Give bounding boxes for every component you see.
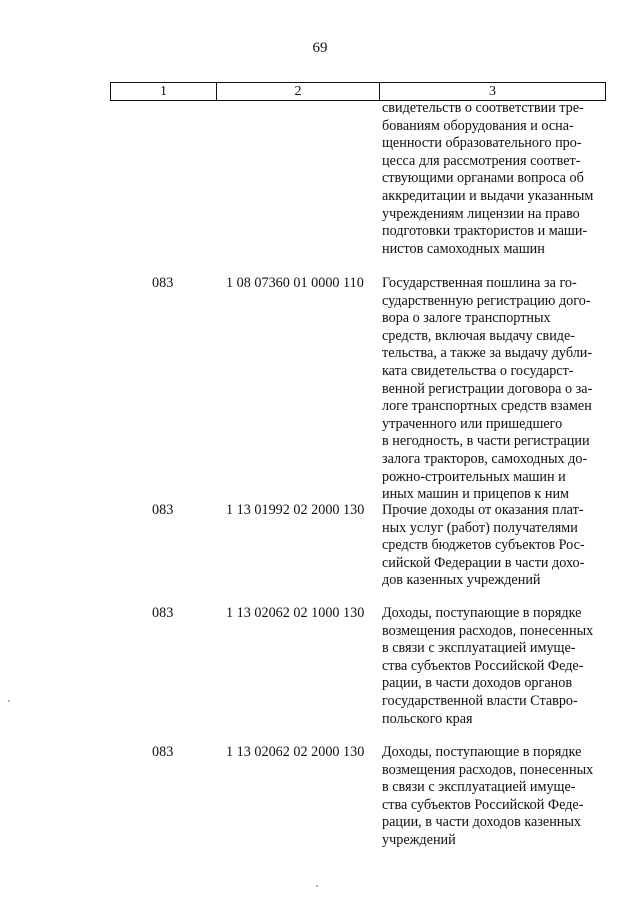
revenue-description [382,502,606,590]
description-line: аккредитации и выдачи указанным [382,187,594,204]
description-line: рации, в части доходов казенных [382,814,582,831]
revenue-description [382,744,606,850]
description-line: учреждений [382,831,456,848]
description-line: рации, в части доходов органов [382,675,573,692]
scan-speck [316,885,318,887]
budget-classification-code: 1 08 07360 01 0000 110 [226,275,364,291]
description-line: свидетельств о соответствии тре- [382,100,584,116]
description-line: ства субъектов Российской Феде- [382,796,584,813]
admin-code: 083 [152,605,174,621]
description-line: подготовки трактористов и маши- [382,223,588,240]
revenue-description [382,605,606,728]
description-line: средств, включая выдачу свиде- [382,327,576,344]
description-line: залога тракторов, самоходных до- [382,450,588,467]
description-line: возмещения расходов, понесенных [382,622,594,639]
description-line: рожно-строительных машин и [382,468,566,485]
page-number: 69 [312,40,328,56]
table-header [110,82,606,101]
description-line: Государственная пошлина за го- [382,275,577,291]
description-line: Доходы, поступающие в порядке [382,744,582,760]
description-line: ката свидетельства о государст- [382,362,574,379]
description-line: бованиям оборудования и осна- [382,117,574,134]
description-line: в негодность, в части регистрации [382,433,590,450]
description-line: ных услуг (работ) получателями [382,519,578,536]
description-line: тельства, а также за выдачу дубли- [382,345,593,362]
description-line: средств бюджетов субъектов Рос- [382,537,585,554]
scan-speck [8,700,10,702]
description-line: возмещения расходов, понесенных [382,761,594,778]
header-col-3: 3 [489,84,496,99]
budget-classification-code: 1 13 01992 02 2000 130 [226,502,365,518]
admin-code: 083 [152,275,174,291]
description-line: польского края [382,710,473,727]
revenue-description [382,275,606,504]
description-line: вора о залоге транспортных [382,310,551,327]
description-line: утраченного или пришедшего [382,415,563,432]
description-line: Доходы, поступающие в порядке [382,605,582,621]
description-line: нистов самоходных машин [382,240,545,257]
header-col-1: 1 [111,83,217,100]
budget-classification-code: 1 13 02062 02 2000 130 [226,744,365,760]
description-line: Прочие доходы от оказания плат- [382,502,584,518]
admin-code: 083 [152,502,174,518]
header-col-2: 2 [217,83,380,100]
description-line: государственной власти Ставро- [382,692,578,709]
budget-classification-code: 1 13 02062 02 1000 130 [226,605,365,621]
description-line: в связи с эксплуатацией имуще- [382,779,576,796]
description-line: учреждениям лицензии на право [382,205,580,222]
description-line: сударственную регистрацию дого- [382,292,591,309]
revenue-description [382,100,606,258]
description-line: щенности образовательного про- [382,135,582,152]
description-line: цесса для рассмотрения соответ- [382,152,581,169]
description-line: логе транспортных средств взамен [382,398,592,415]
admin-code: 083 [152,744,174,760]
description-line: ства субъектов Российской Феде- [382,657,584,674]
description-line: сийской Федерации в части дохо- [382,554,585,571]
description-line: иных машин и прицепов к ним [382,486,570,503]
description-line: дов казенных учреждений [382,572,541,589]
description-line: венной регистрации договора о за- [382,380,593,397]
description-line: ствующими органами вопроса об [382,170,584,187]
description-line: в связи с эксплуатацией имуще- [382,640,576,657]
